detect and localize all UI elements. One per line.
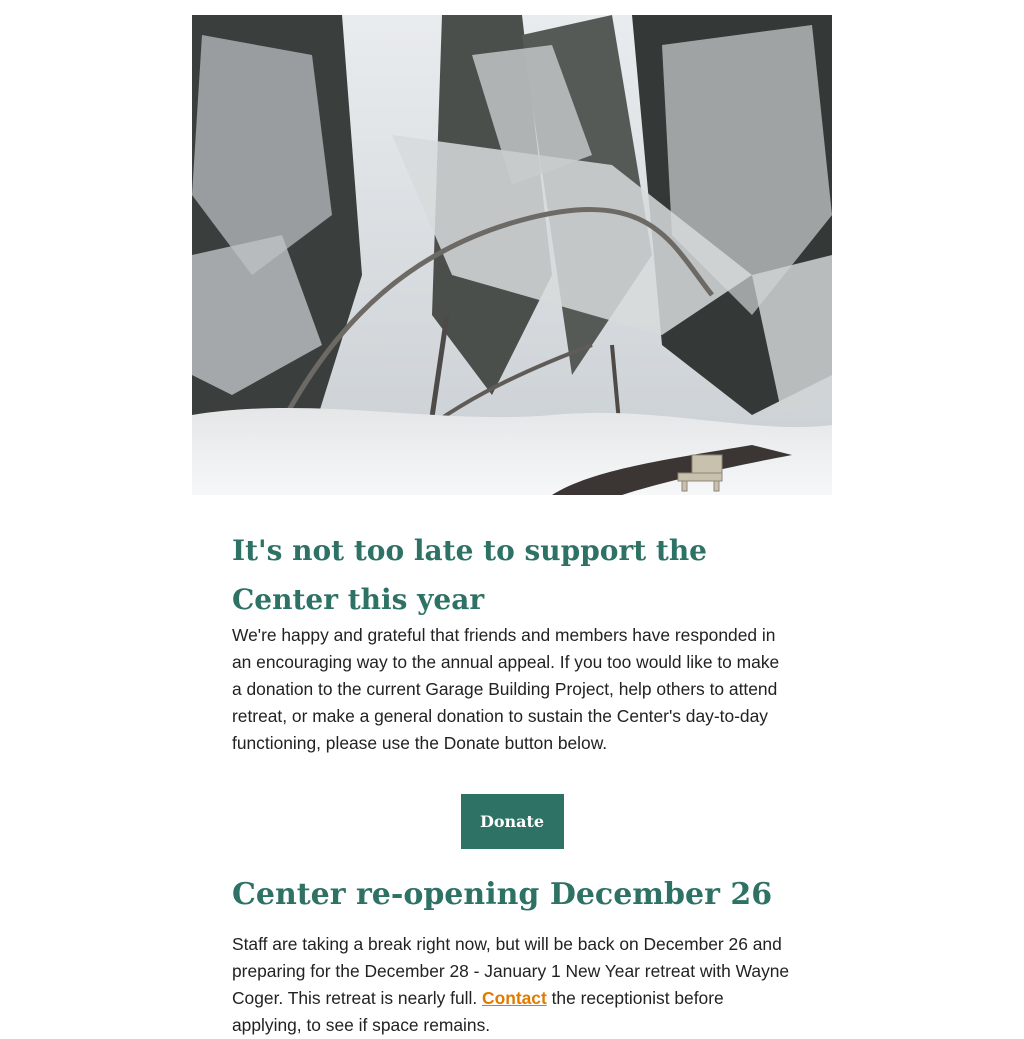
donate-button-row (232, 794, 792, 849)
contact-link[interactable]: Contact (482, 988, 547, 1008)
reopening-heading: Center re-opening December 26 (232, 877, 773, 912)
support-heading: It's not too late to support the Center this year (232, 534, 707, 616)
hero-image (192, 15, 832, 495)
reopening-text-after: the receptionist before applying, to see if space remains. (232, 988, 724, 1035)
main-content (232, 526, 792, 1039)
reopening-paragraph (232, 931, 792, 1039)
reopening-text-before: Staff are taking a break right now, but will be back on December 26 and preparing for the December 28 - January 1 New Year retreat with Wayne Coger. This retreat is nearly full. (232, 934, 790, 1008)
support-paragraph: We're happy and grateful that friends and members have responded in an encouraging way to the annual appeal. If you too would like to make a donation to the current Garage Building Project, help others to attend retreat, or make a general donation to sustain the Center's day-to-day functioning, please use the Donate button below. (232, 625, 780, 753)
donate-button[interactable]: Donate (461, 794, 564, 849)
